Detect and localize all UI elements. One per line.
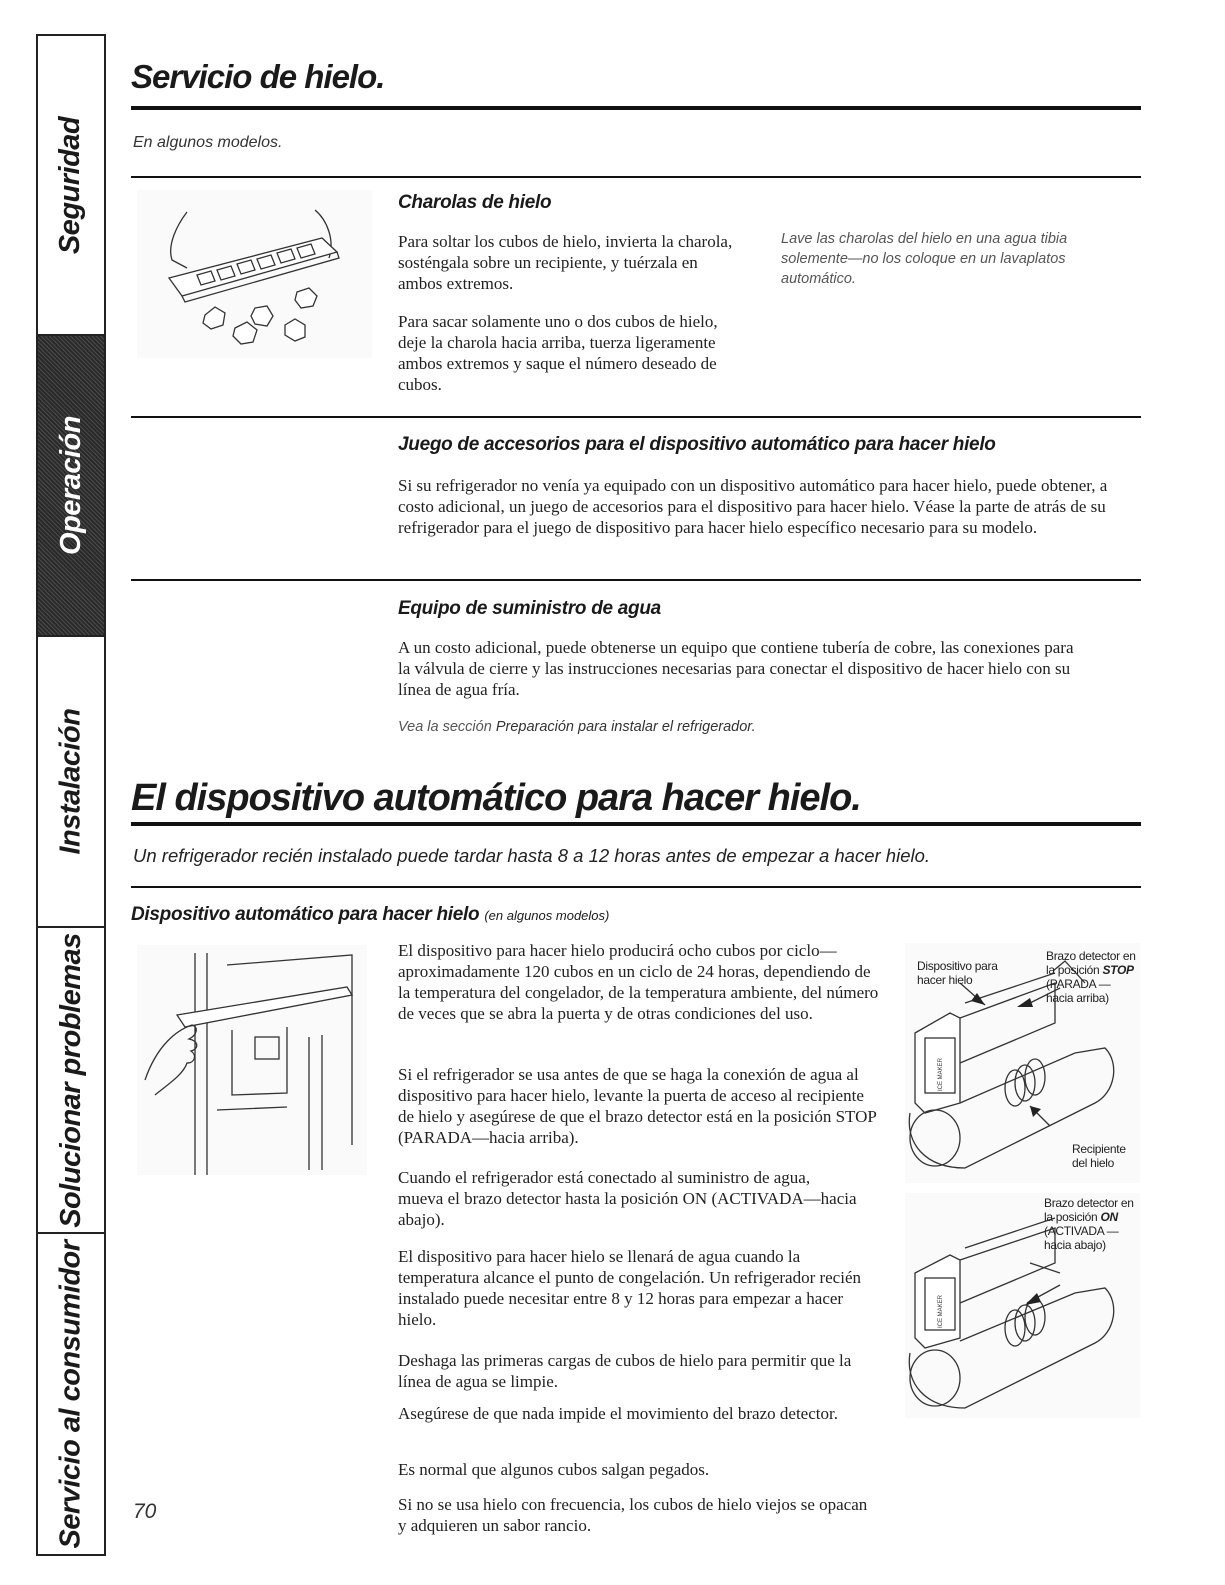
- label-arm-text: Brazo detector en la posición: [1046, 949, 1136, 977]
- section-title-servicio-de-hielo: Servicio de hielo.: [131, 58, 385, 95]
- label-arm-text: Brazo detector en la posición: [1044, 1196, 1134, 1224]
- label-arm-on: ON: [1100, 1210, 1118, 1224]
- auto-paragraph-1: El dispositivo para hacer hielo producirá ocho cubos por ciclo—aproximadamente 120 cubos en un ciclo de 24 horas, dependiendo de la temperatura del congelador, de la temperatura ambiente, del número de veces que se abra la puerta y de otras condiciones del uso.: [398, 941, 879, 1023]
- tab-instalacion[interactable]: Instalación: [38, 637, 104, 928]
- heading-equipo-de-suministro: Equipo de suministro de agua: [398, 598, 661, 619]
- label-arm-direction: (PARADA —hacia arriba): [1046, 977, 1111, 1005]
- trays-paragraph-2: Para sacar solamente uno o dos cubos de hielo, deje la charola hacia arriba, tuerza ligeramente ambos extremos y saque el número deseado de cubos.: [398, 312, 718, 394]
- tab-operacion[interactable]: Operación: [38, 336, 104, 637]
- water-paragraph: A un costo adicional, puede obtenerse un equipo que contiene tubería de cobre, las conexiones para la válvula de cierre y las instrucciones necesarias para conectar el dispositivo de hacer hielo con su línea de agua fría.: [398, 638, 1074, 699]
- auto-paragraph-6: Asegúrese de que nada impide el movimiento del brazo detector.: [398, 1404, 838, 1423]
- divider: [131, 579, 1141, 581]
- heading-note: (en algunos modelos): [484, 908, 610, 923]
- heading-charolas-de-hielo: Charolas de hielo: [398, 192, 552, 213]
- kit-paragraph: Si su refrigerador no venía ya equipado con un dispositivo automático para hacer hielo, puede obtener, a costo adicional, un juego de accesorios para el dispositivo para hacer hielo. Véase la parte de atrás de su refrigerador para el juego de dispositivo para hacer hielo específico necesario para su modelo.: [398, 476, 1108, 537]
- auto-paragraph-4: El dispositivo para hacer hielo se llenará de agua cuando la temperatura alcance el punto de congelación. Un refrigerador recién instalado puede necesitar entre 8 y 12 horas para empezar a hacer hielo.: [398, 1247, 862, 1329]
- label-recipiente-del-hielo: Recipiente del hielo: [1072, 1142, 1126, 1170]
- divider: [131, 176, 1141, 178]
- section-title-dispositivo-automatico: El dispositivo automático para hacer hielo.: [131, 777, 861, 819]
- ice-maker-device-label: ICE MAKER: [938, 1057, 944, 1091]
- label-dispositivo-para-hacer-hielo: Dispositivo para hacer hielo: [917, 959, 998, 987]
- ice-maker-device-label: ICE MAKER: [938, 1294, 944, 1328]
- freezer-door-illustration: [137, 945, 367, 1175]
- heading-text: Dispositivo automático para hacer hielo: [131, 904, 480, 925]
- auto-paragraph-7: Es normal que algunos cubos salgan pegados.: [398, 1460, 710, 1479]
- section-subtitle: En algunos modelos.: [133, 134, 283, 151]
- title-rule: [131, 106, 1141, 110]
- heading-juego-de-accesorios: Juego de accesorios para el dispositivo automático para hacer hielo: [398, 434, 996, 455]
- trays-care-note: Lave las charolas del hielo en una agua tibia solemente—no los coloque en un lavaplatos automático.: [781, 231, 1068, 287]
- tab-solucionar-problemas[interactable]: Solucionar problemas: [38, 928, 104, 1234]
- tab-servicio-al-consumidor[interactable]: Servicio al consumidor: [54, 1239, 87, 1549]
- auto-paragraph-5: Deshaga las primeras cargas de cubos de hielo para permitir que la línea de agua se limpie.: [398, 1351, 852, 1391]
- divider: [131, 416, 1141, 418]
- tab-seguridad[interactable]: Seguridad: [38, 36, 104, 336]
- auto-paragraph-3: Cuando el refrigerador está conectado al suministro de agua, mueva el brazo detector hasta la posición ON (ACTIVADA—hacia abajo).: [398, 1168, 857, 1229]
- divider: [131, 886, 1141, 888]
- heading-dispositivo-automatico: [131, 904, 609, 926]
- ref-link[interactable]: Preparación para instalar el refrigerador.: [495, 719, 756, 735]
- page-number: 70: [133, 1500, 157, 1523]
- ice-tray-illustration: [137, 190, 372, 358]
- auto-paragraph-2: Si el refrigerador se usa antes de que se haga la conexión de agua al dispositivo para hacer hielo, levante la puerta de acceso al recipiente de hielo y asegúrese de que el brazo detector está en la posición STOP (PARADA—hacia arriba).: [398, 1065, 877, 1147]
- label-arm-stop: STOP: [1102, 963, 1134, 977]
- section2-subtitle: Un refrigerador recién instalado puede tardar hasta 8 a 12 horas antes de empezar a hacer hielo.: [133, 845, 931, 866]
- title-rule: [131, 822, 1141, 826]
- section-reference: [398, 719, 756, 735]
- label-brazo-detector-on: [1044, 1196, 1136, 1252]
- trays-paragraph-1: Para soltar los cubos de hielo, invierta la charola, sosténgala sobre un recipiente, y tuérzala en ambos extremos.: [398, 232, 733, 293]
- ref-prefix: Vea la sección: [398, 719, 492, 735]
- auto-paragraph-8: Si no se usa hielo con frecuencia, los cubos de hielo viejos se opacan y adquieren un sabor rancio.: [398, 1495, 868, 1535]
- label-brazo-detector-stop: [1046, 949, 1136, 1005]
- label-arm-direction: (ACTIVADA —hacia abajo): [1044, 1224, 1119, 1252]
- section-tabs-sidebar: [36, 34, 106, 1556]
